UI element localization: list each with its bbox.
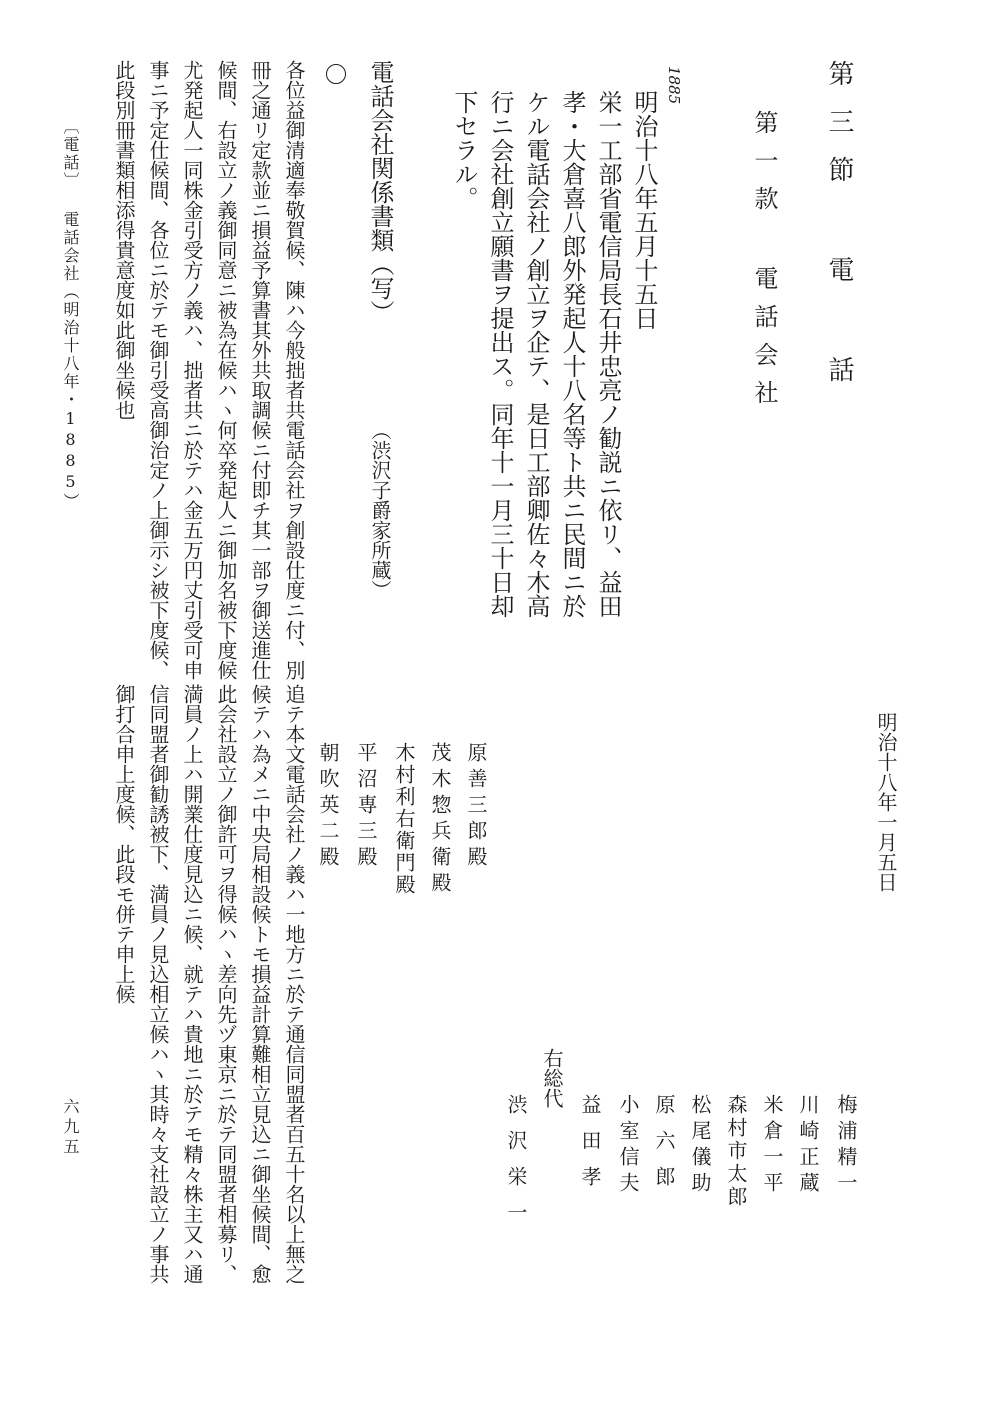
- sender-name: 原六郎: [652, 1094, 676, 1202]
- sender-name: 小室信夫: [616, 1094, 640, 1198]
- postscript-line: 追テ本文電話会社ノ義ハ一地方ニ於テ通信同盟者百五十名以上無之: [282, 684, 306, 1284]
- circle-mark-icon: [326, 64, 346, 84]
- body-line: 候間、右設立ノ義御同意ニ被為在候ハヽ何卒発起人ニ御加名被下度候: [214, 60, 238, 680]
- proxy-name: 渋沢栄一: [504, 1094, 528, 1238]
- body-line: 事ニ予定仕候間、各位ニ於テモ御引受高御治定ノ上御示シ被下度候、: [146, 60, 170, 680]
- intro-line: 下セラル。: [450, 90, 478, 210]
- sender-name: 川崎正蔵: [796, 1094, 820, 1198]
- running-head: 〔電話〕 電話会社（明治十八年・1885）: [61, 118, 80, 511]
- addressee-name: 平沼専三殿: [354, 742, 378, 872]
- addressee-name: 原善三郎殿: [464, 742, 488, 872]
- sender-name: 松尾儀助: [688, 1094, 712, 1198]
- intro-line: 栄一工部省電信局長石井忠亮ノ勧説ニ依リ、益田: [594, 90, 622, 618]
- section-title: 第三節 電 話: [824, 60, 854, 404]
- intro-line: 行ニ会社創立願書ヲ提出ス。同年十一月三十日却: [486, 90, 514, 618]
- subsection-title: 第一款 電話会社: [750, 110, 778, 418]
- intro-line: 明治十八年五月十五日: [630, 90, 658, 330]
- body-line: 此段別冊書類相添得貴意度如此御坐候也: [112, 60, 136, 420]
- intro-line: ケル電話会社ノ創立ヲ企テ、是日工部卿佐々木高: [522, 90, 550, 618]
- body-line: 各位益御清適奉敬賀候、陳ハ今般拙者共電話会社ヲ創設仕度ニ付、別: [282, 60, 306, 680]
- addressee-name: 木村利右衛門殿: [392, 742, 416, 896]
- sender-name: 森村市太郎: [724, 1094, 748, 1209]
- postscript-line: 信同盟者御勧誘被下、満員ノ見込相立候ハヽ其時々支社設立ノ事共: [146, 684, 170, 1284]
- sender-name: 米倉一平: [760, 1094, 784, 1198]
- body-line: 尤発起人一同株金引受方ノ義ハ、拙者共ニ於テハ金五万円丈引受可申: [180, 60, 204, 680]
- year-note: 1885: [665, 66, 683, 105]
- date-line: 明治十八年一月五日: [874, 712, 898, 892]
- document-title: 電話会社関係書類（写）: [366, 60, 394, 324]
- addressee-name: 茂木惣兵衛殿: [428, 742, 452, 898]
- proxy-label: 右総代: [540, 1048, 564, 1108]
- intro-line: 孝・大倉喜八郎外発起人十八名等ト共ニ民間ニ於: [558, 90, 586, 618]
- sender-name: 益田孝: [578, 1094, 602, 1202]
- document-source: （渋沢子爵家所蔵）: [368, 420, 392, 600]
- postscript-line: 此会社設立ノ御許可ヲ得候ハヽ差向先ヅ東京ニ於テ同盟者相募リ、: [214, 684, 238, 1284]
- addressee-name: 朝吹英二殿: [316, 742, 340, 872]
- postscript-line: 満員ノ上ハ開業仕度見込ニ候、就テハ貴地ニ於テモ精々株主又ハ通: [180, 684, 204, 1284]
- postscript-line: 御打合申上度候、此段モ併テ申上候: [112, 684, 136, 1004]
- body-line: 冊之通リ定款並ニ損益予算書其外共取調候ニ付即チ其一部ヲ御送進仕: [248, 60, 272, 680]
- postscript-line: 候テハ為メニ中央局相設候トモ損益計算難相立見込ニ御坐候間、愈: [248, 684, 272, 1284]
- sender-name: 梅浦精一: [834, 1094, 858, 1198]
- page-number: 六九五: [61, 1098, 80, 1158]
